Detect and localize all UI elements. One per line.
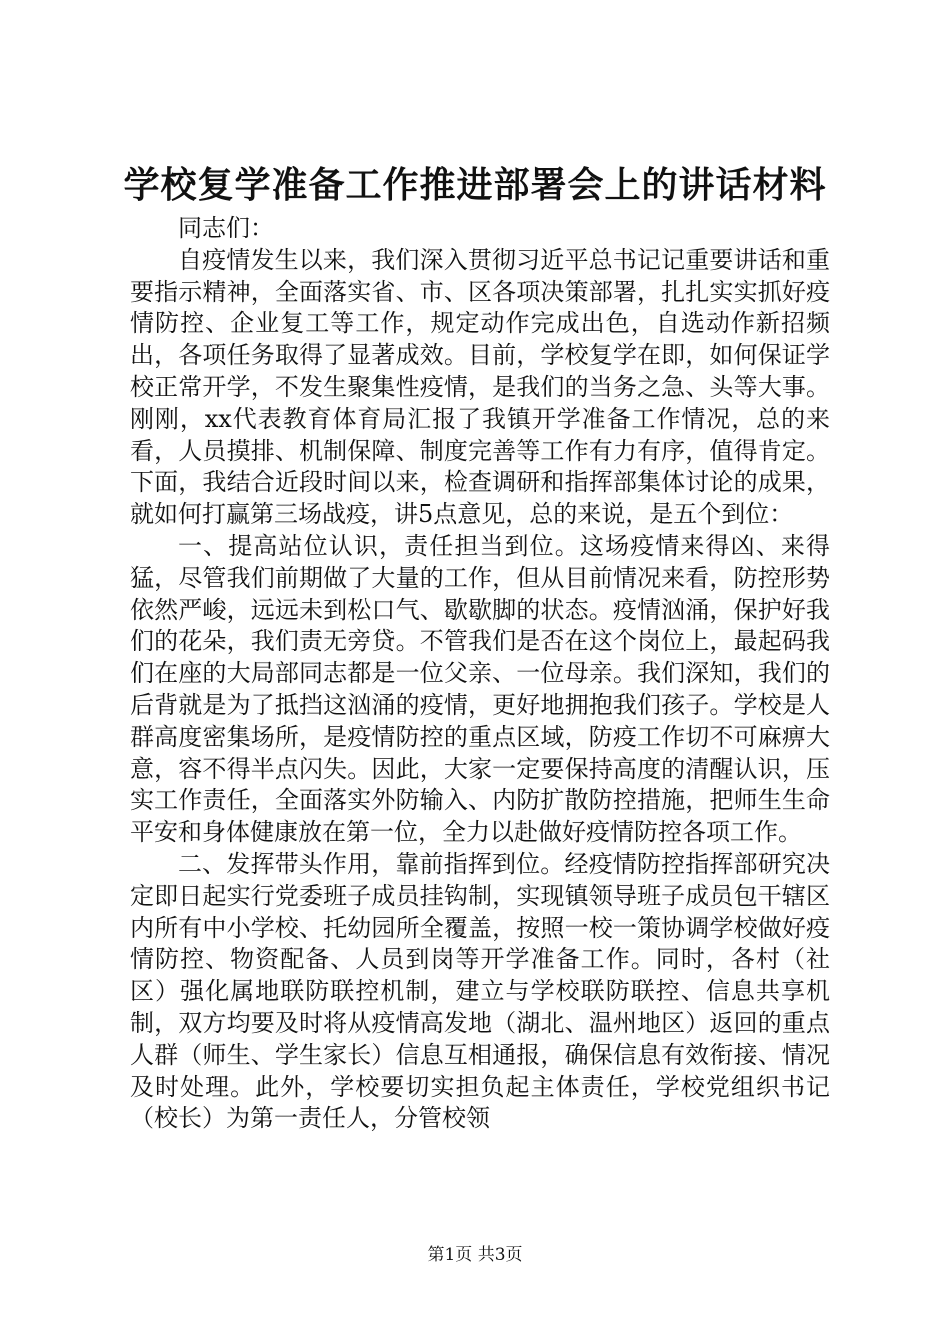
page-footer: 第1页 共3页	[427, 1245, 523, 1265]
point-two-paragraph: 二、发挥带头作用，靠前指挥到位。经疫情防控指挥部研究决定即日起实行党委班子成员挂钩制，实现镇领导班子成员包干辖区内所有中小学校、托幼园所全覆盖，按照一校一策协调学校做好疫情防控、物资配备、人员到岗等开学准备工作。同时，各村（社区）强化属地联防联控机制，建立与学校联防联控、信息共享机制，双方均要及时将从疫情高发地（湖北、温州地区）返回的重点人群（师生、学生家长）信息互相通报，确保信息有效衔接、情况及时处理。此外，学校要切实担负起主体责任，学校党组织书记（校长）为第一责任人，分管校领	[130, 849, 830, 1133]
intro-paragraph: 自疫情发生以来，我们深入贯彻习近平总书记记重要讲话和重要指示精神，全面落实省、市、区各项决策部署，扎扎实实抓好疫情防控、企业复工等工作，规定动作完成出色，自选动作新招频出，各项任务取得了显著成效。目前，学校复学在即，如何保证学校正常开学，不发生聚集性疫情，是我们的当务之急、头等大事。刚刚，xx代表教育体育局汇报了我镇开学准备工作情况，总的来看，人员摸排、机制保障、制度完善等工作有力有序，值得肯定。下面，我结合近段时间以来，检查调研和指挥部集体讨论的成果，就如何打赢第三场战疫，讲5点意见，总的来说，是五个到位：	[130, 245, 830, 529]
document-body	[130, 213, 830, 1135]
point-one-paragraph: 一、提高站位认识，责任担当到位。这场疫情来得凶、来得猛，尽管我们前期做了大量的工作，但从目前情况来看，防控形势依然严峻，远远未到松口气、歇歇脚的状态。疫情汹涌，保护好我们的花朵，我们责无旁贷。不管我们是否在这个岗位上，最起码我们在座的大局部同志都是一位父亲、一位母亲。我们深知，我们的后背就是为了抵挡这汹涌的疫情，更好地拥抱我们孩子。学校是人群高度密集场所，是疫情防控的重点区域，防疫工作切不可麻痹大意，容不得半点闪失。因此，大家一定要保持高度的清醒认识，压实工作责任，全面落实外防输入、内防扩散防控措施，把师生生命平安和身体健康放在第一位，全力以赴做好疫情防控各项工作。	[130, 531, 830, 847]
salutation-paragraph: 同志们：	[178, 214, 274, 242]
document-title: 学校复学准备工作推进部署会上的讲话材料	[123, 164, 827, 206]
